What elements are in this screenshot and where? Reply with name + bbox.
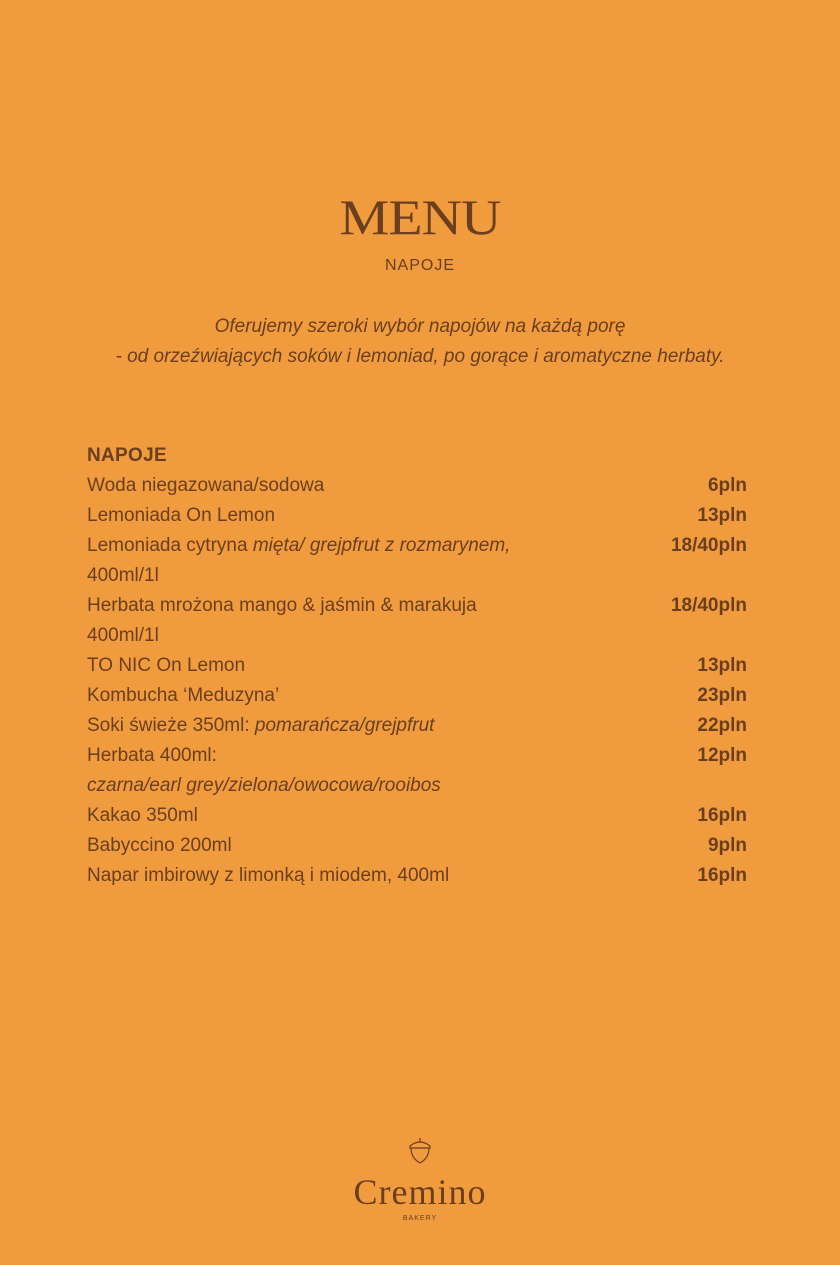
- item-name-italic: mięta/ grejpfrut z rozmarynem,: [252, 535, 511, 556]
- item-price: 18/40pln: [670, 595, 747, 616]
- intro-text: [0, 312, 840, 372]
- acorn-icon: [407, 1136, 433, 1166]
- item-name-size: 400ml/1l: [87, 625, 159, 646]
- item-name: Woda niegazowana/sodowa: [87, 475, 325, 496]
- item-price: 6pln: [707, 475, 747, 496]
- item-name: Kakao 350ml: [87, 805, 198, 826]
- menu-item-to-nic: [87, 651, 747, 681]
- item-name-main: Soki świeże 350ml:: [87, 715, 255, 736]
- item-name: [87, 591, 607, 651]
- item-name-main: Herbata 400ml:: [87, 745, 217, 766]
- menu-item-cocoa: [87, 801, 747, 831]
- item-name: TO NIC On Lemon: [87, 655, 246, 676]
- menu-item-iced-tea: [87, 591, 747, 651]
- item-name-main: Herbata mrożona mango & jaśmin & marakuja: [87, 595, 477, 616]
- item-name: Napar imbirowy z limonką i miodem, 400ml: [87, 865, 450, 886]
- section-heading: NAPOJE: [87, 445, 167, 466]
- item-price: 13pln: [697, 655, 747, 676]
- item-price: 16pln: [697, 805, 747, 826]
- item-price: 22pln: [697, 715, 747, 736]
- brand-footer: [0, 1136, 840, 1224]
- item-name-main: Lemoniada cytryna: [87, 535, 253, 556]
- item-price: 23pln: [697, 685, 747, 706]
- menu-item-lemonade-on-lemon: [87, 501, 747, 531]
- page-subtitle: NAPOJE: [384, 257, 455, 274]
- menu-item-water: [87, 471, 747, 501]
- brand-name: Cremino: [353, 1172, 487, 1212]
- item-price: 13pln: [697, 505, 747, 526]
- menu-item-fresh-juice: [87, 711, 747, 741]
- drinks-menu: [87, 441, 747, 891]
- intro-line-1: Oferujemy szeroki wybór napojów na każdą porę: [214, 316, 626, 337]
- item-name: Kombucha ‘Meduzyna’: [87, 685, 280, 706]
- intro-line-2: - od orzeźwiających soków i lemoniad, po gorące i aromatyczne herbaty.: [115, 346, 725, 367]
- menu-item-ginger-infusion: [87, 861, 747, 891]
- menu-item-kombucha: [87, 681, 747, 711]
- item-name-size: 400ml/1l: [87, 565, 159, 586]
- menu-item-babyccino: [87, 831, 747, 861]
- item-price: 16pln: [697, 865, 747, 886]
- item-price: 18/40pln: [670, 535, 747, 556]
- item-name: Lemoniada On Lemon: [87, 505, 276, 526]
- item-name-flavors: czarna/earl grey/zielona/owocowa/rooibos: [87, 775, 441, 796]
- item-name: [87, 711, 607, 741]
- brand-subtitle: BAKERY: [402, 1215, 438, 1222]
- item-name-italic: pomarańcza/grejpfrut: [254, 715, 435, 736]
- item-name: [87, 531, 607, 591]
- menu-item-lemonade-lemon: [87, 531, 747, 591]
- item-name: [87, 741, 607, 801]
- item-name: Babyccino 200ml: [87, 835, 232, 856]
- item-price: 9pln: [707, 835, 747, 856]
- menu-item-tea: [87, 741, 747, 801]
- page-title: MENU: [339, 190, 501, 246]
- item-price: 12pln: [697, 745, 747, 766]
